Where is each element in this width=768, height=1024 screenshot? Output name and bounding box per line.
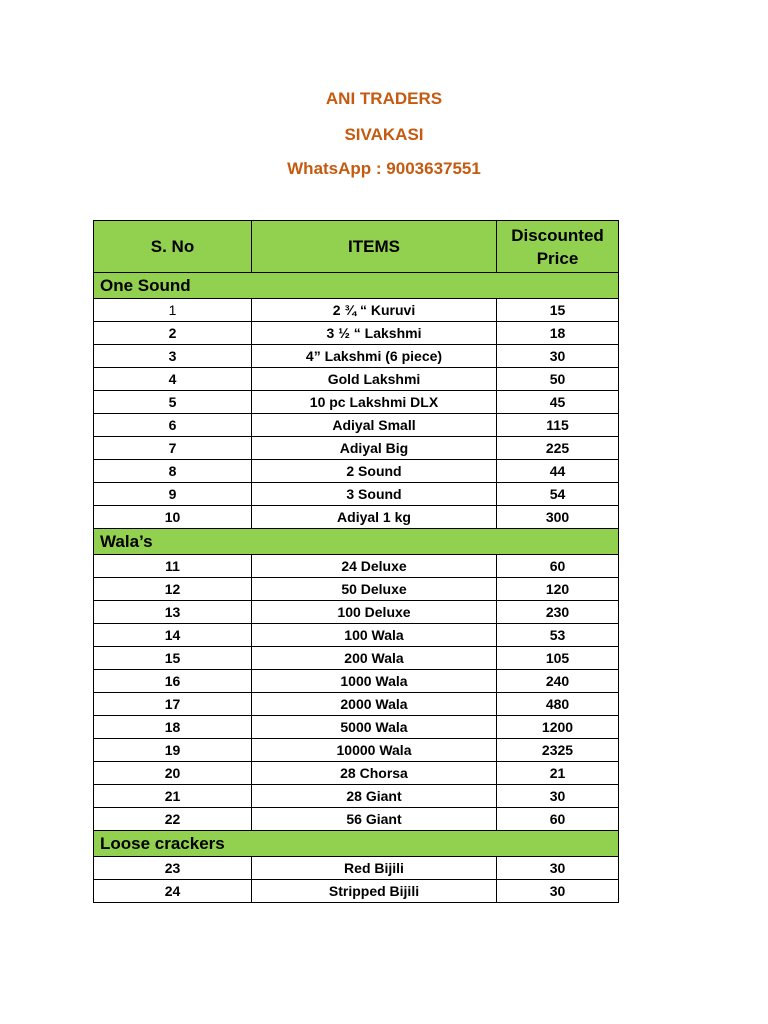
cell-item: Red Bijili [252,857,497,880]
cell-price: 30 [497,345,619,368]
cell-sno: 24 [94,880,252,903]
cell-price: 21 [497,762,619,785]
cell-price: 18 [497,322,619,345]
cell-sno: 20 [94,762,252,785]
price-list-table [93,220,619,903]
cell-sno: 5 [94,391,252,414]
section-header-row [94,273,619,299]
cell-price: 1200 [497,716,619,739]
table-row [94,739,619,762]
table-row [94,391,619,414]
cell-item: 100 Deluxe [252,601,497,624]
cell-price: 44 [497,460,619,483]
cell-price: 2325 [497,739,619,762]
cell-item: 200 Wala [252,647,497,670]
table-row [94,345,619,368]
cell-sno: 8 [94,460,252,483]
table-row [94,785,619,808]
cell-sno: 23 [94,857,252,880]
cell-sno: 10 [94,506,252,529]
cell-item: 2 Sound [252,460,497,483]
cell-item: Stripped Bijili [252,880,497,903]
cell-sno: 6 [94,414,252,437]
column-header-sno: S. No [94,221,252,273]
cell-sno: 17 [94,693,252,716]
cell-item: Adiyal 1 kg [252,506,497,529]
cell-sno: 14 [94,624,252,647]
cell-price: 45 [497,391,619,414]
cell-sno: 15 [94,647,252,670]
cell-price: 15 [497,299,619,322]
cell-price: 30 [497,880,619,903]
column-header-items: ITEMS [252,221,497,273]
column-header-price: Discounted Price [497,221,619,273]
cell-sno: 4 [94,368,252,391]
cell-item: 28 Giant [252,785,497,808]
cell-sno: 13 [94,601,252,624]
table-row [94,322,619,345]
cell-price: 53 [497,624,619,647]
cell-item: 1000 Wala [252,670,497,693]
cell-item: 2 ¾ “ Kuruvi [252,299,497,322]
table-row [94,624,619,647]
cell-sno: 9 [94,483,252,506]
section-header-row [94,831,619,857]
table-row [94,483,619,506]
table-row [94,808,619,831]
cell-sno: 22 [94,808,252,831]
table-row [94,670,619,693]
table-row [94,762,619,785]
cell-sno: 7 [94,437,252,460]
cell-price: 115 [497,414,619,437]
cell-price: 54 [497,483,619,506]
cell-sno: 2 [94,322,252,345]
cell-item: 4” Lakshmi (6 piece) [252,345,497,368]
section-title: Wala’s [94,529,619,555]
table-header-row [94,221,619,273]
section-title: One Sound [94,273,619,299]
table-row [94,647,619,670]
cell-item: 2000 Wala [252,693,497,716]
cell-sno: 16 [94,670,252,693]
cell-item: 24 Deluxe [252,555,497,578]
cell-item: Adiyal Big [252,437,497,460]
table-row [94,414,619,437]
cell-item: Adiyal Small [252,414,497,437]
cell-item: 56 Giant [252,808,497,831]
cell-price: 30 [497,857,619,880]
whatsapp-contact: WhatsApp : 9003637551 [287,159,481,178]
cell-sno: 11 [94,555,252,578]
cell-price: 50 [497,368,619,391]
cell-item: 50 Deluxe [252,578,497,601]
table-row [94,578,619,601]
cell-price: 30 [497,785,619,808]
section-title: Loose crackers [94,831,619,857]
cell-item: 10000 Wala [252,739,497,762]
company-city: SIVAKASI [344,125,424,144]
table-body [94,273,619,903]
table-row [94,555,619,578]
cell-item: 100 Wala [252,624,497,647]
cell-item: 3 Sound [252,483,497,506]
cell-item: 28 Chorsa [252,762,497,785]
table-row [94,880,619,903]
cell-price: 60 [497,808,619,831]
cell-item: 10 pc Lakshmi DLX [252,391,497,414]
table-row [94,506,619,529]
table-row [94,693,619,716]
cell-price: 240 [497,670,619,693]
cell-item: 3 ½ “ Lakshmi [252,322,497,345]
section-header-row [94,529,619,555]
table-row [94,857,619,880]
table-row [94,437,619,460]
cell-sno: 19 [94,739,252,762]
cell-price: 230 [497,601,619,624]
company-name: ANI TRADERS [325,89,443,108]
table-row [94,716,619,739]
cell-price: 120 [497,578,619,601]
cell-sno: 18 [94,716,252,739]
cell-price: 60 [497,555,619,578]
cell-sno: 12 [94,578,252,601]
cell-price: 225 [497,437,619,460]
table-row [94,460,619,483]
cell-price: 480 [497,693,619,716]
table-row [94,299,619,322]
table-row [94,368,619,391]
cell-item: Gold Lakshmi [252,368,497,391]
cell-item: 5000 Wala [252,716,497,739]
table-row [94,601,619,624]
cell-price: 300 [497,506,619,529]
cell-sno: 1 [94,299,252,322]
cell-sno: 3 [94,345,252,368]
cell-sno: 21 [94,785,252,808]
cell-price: 105 [497,647,619,670]
